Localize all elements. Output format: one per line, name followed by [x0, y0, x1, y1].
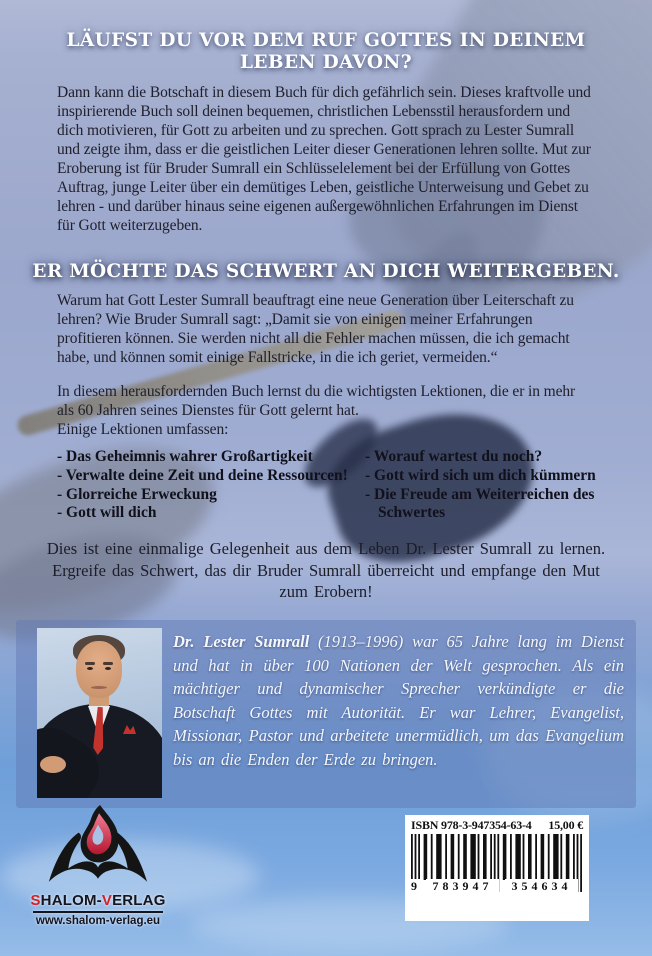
photo-eye [87, 667, 93, 670]
author-bio-text [173, 630, 624, 772]
photo-hand [40, 756, 66, 773]
publisher-name-mid: HALOM- [40, 892, 102, 909]
photo-mouth [91, 686, 107, 689]
lessons-intro-line1: In diesem herausfordernden Buch lernst du die wichtigsten Lektionen, die er in mehr als 60 Jahren seines Dienstes für Gott gelernt hat. [57, 383, 576, 419]
lessons-intro [57, 382, 594, 439]
author-name: Dr. Lester Sumrall [173, 632, 310, 651]
photo-face [76, 641, 122, 698]
publisher-name-initial-v: V [101, 892, 113, 909]
isbn-price: 15,00 € [548, 818, 583, 832]
lesson-item: - Das Geheimnis wahrer Großartigkeit [57, 448, 313, 465]
headline-sword: ER MÖCHTE DAS SCHWERT AN DICH WEITERGEBEN. [32, 261, 620, 282]
publisher-website: www.shalom-verlag.eu [35, 915, 161, 927]
closing-paragraph: Dies ist eine einmalige Gelegenheit aus dem Leben Dr. Lester Sumrall zu lernen. Ergreife das Schwert, das dir Bruder Sumrall überreicht und empfange den Mut zum Erobern! [46, 539, 606, 601]
lesson-item: - Verwalte deine Zeit und deine Ressourcen! [57, 466, 348, 484]
photo-eye [105, 667, 111, 670]
barcode-digit-group: 9 [411, 879, 421, 893]
lesson-item: - Die Freude am Weiterreichen des Schwertes [365, 485, 595, 522]
shalom-flame-book-icon [46, 804, 150, 892]
publisher-divider [33, 911, 163, 913]
intro-paragraph: Dann kann die Botschaft in diesem Buch für dich gefährlich sein. Dieses kraftvolle und inspirierende Buch soll deinen bequemen, christlichen Lebensstil herausfordern und dich motivieren, für Gott zu arbeiten und zu sprechen. Gott sprach zu Lester Sumrall und zeigte ihm, dass er die geistlichen Leiter dieser Generationen lehren sollte. Mut zur Eroberung ist für Bruder Sumrall ein Schlüsselelement bei der Erfüllung von Gottes Auftrag, junge Leiter über ein demütiges Leben, geistliche Unterweisung und Gebet zu lehren - und darüber hinaus seine eigenen außergewöhnlichen Erfahrungen im Dienst für Gott weiterzugeben. [57, 84, 591, 234]
why-paragraph: Warum hat Gott Lester Sumrall beauftragt eine neue Generation über Leiterschaft zu lehren? Wie Bruder Sumrall sagt: „Damit sie von einigen meiner Erfahrungen profitieren können. Sie werden nicht all die Fehler machen müssen, die ich gemacht habe, und können somit einige Fallstricke, in die ich geriet, vermeiden.“ [57, 292, 574, 366]
barcode-digit-group: 783947 [426, 879, 499, 893]
author-photo [37, 628, 162, 798]
headline-question: LÄUFST DU VOR DEM RUF GOTTES IN DEINEM LEBEN DAVON? [66, 30, 586, 73]
lessons-column-left [57, 448, 365, 523]
lesson-item: - Glorreiche Erweckung [57, 485, 217, 503]
publisher-logo-block [26, 804, 170, 927]
barcode-digit-group: 354634 [505, 879, 578, 893]
lesson-item: - Worauf wartest du noch? [365, 448, 543, 465]
lessons-column-right [365, 448, 605, 523]
barcode-digits [411, 879, 583, 893]
photo-eyebrow [85, 662, 95, 665]
lesson-item: - Gott will dich [57, 504, 157, 522]
publisher-name-end: ERLAG [112, 892, 166, 909]
lessons-intro-line2: Einige Lektionen umfassen: [57, 421, 229, 438]
publisher-name [26, 893, 170, 909]
author-bio-panel [16, 620, 636, 808]
author-bio-body: (1913–1996) war 65 Jahre lang im Dienst und hat in über 100 Nationen der Welt gesprochen. Als ein mächtiger und dynamischer Sprecher verkündigte er die Botschaft Gottes mit Autorität. Er war Lehrer, Evangelist, Missionar, Pastor und arbeitete unermüdlich, um das Evangelium bis an die Enden der Erde zu bringen. [173, 632, 624, 769]
isbn-number: ISBN 978-3-947354-63-4 [411, 818, 532, 832]
publisher-name-initial-s: S [30, 892, 41, 909]
photo-eyebrow [103, 662, 113, 665]
isbn-line [411, 818, 583, 833]
lesson-item: - Gott wird sich um dich kümmern [365, 466, 596, 484]
lessons-list [57, 448, 612, 523]
isbn-barcode-box [405, 815, 589, 921]
